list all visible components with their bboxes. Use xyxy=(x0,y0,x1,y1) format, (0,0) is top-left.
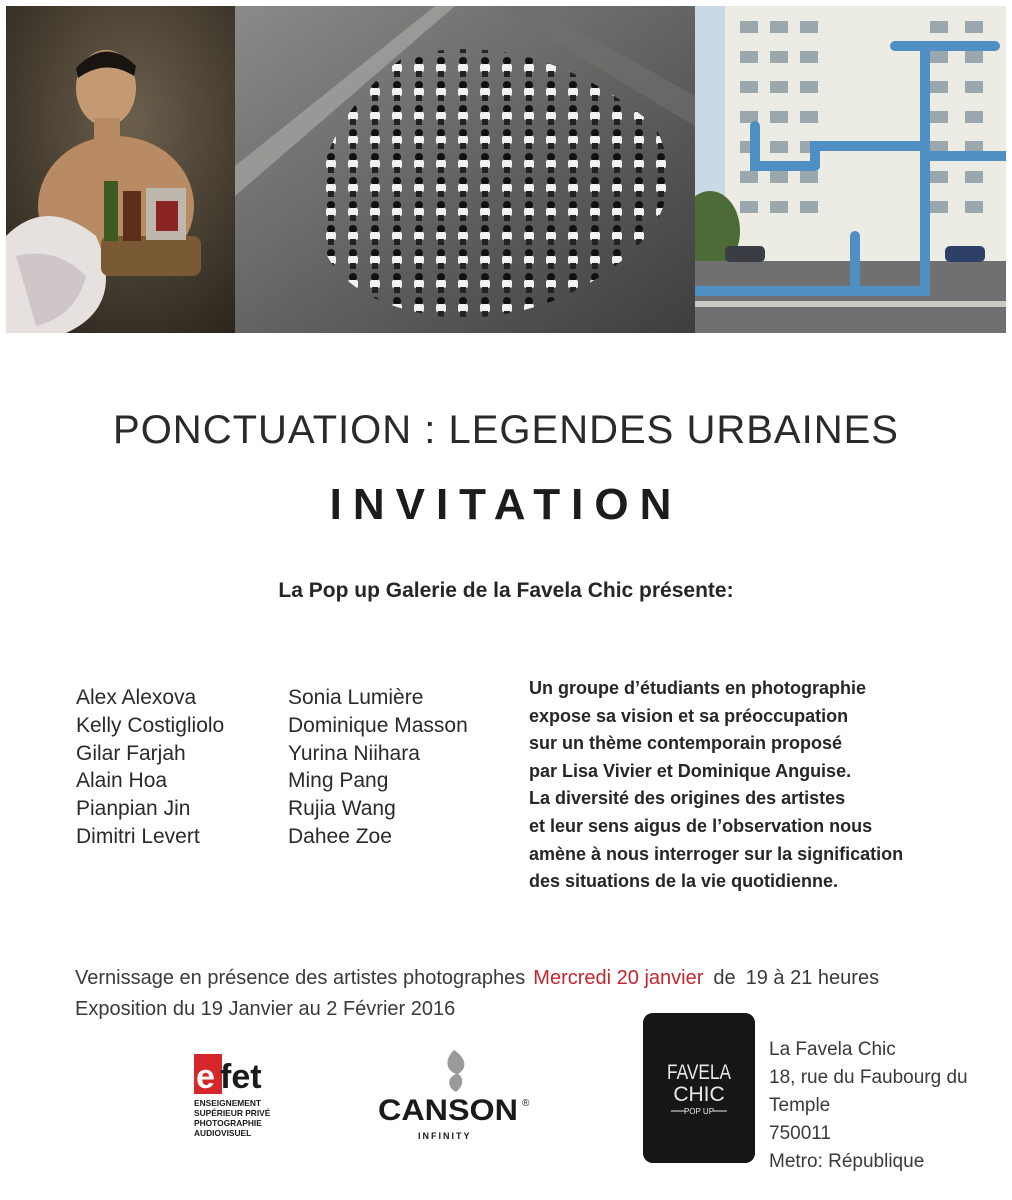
favela-line2: CHIC xyxy=(673,1083,725,1106)
favela-line1: FAVELA xyxy=(667,1061,731,1084)
vernissage-date: Mercredi 20 janvier xyxy=(533,967,704,989)
description-line: amène à nous interroger sur la signification xyxy=(529,843,904,864)
vernissage-prefix: Vernissage en présence des artistes photographes xyxy=(75,967,526,989)
building-photo xyxy=(695,6,1006,333)
description-line: des situations de la vie quotidienne. xyxy=(529,871,839,892)
canson-flame-icon xyxy=(447,1050,464,1092)
artist-name: Dominique Masson xyxy=(288,713,468,737)
description-line: Un groupe d’étudiants en photographie xyxy=(529,678,866,698)
vernissage-line xyxy=(75,967,879,990)
venue-address xyxy=(769,1036,1012,1176)
efet-wordmark-rest: fet xyxy=(220,1058,262,1096)
vernissage-connector: de xyxy=(713,967,736,989)
artist-list-right xyxy=(288,684,468,851)
artist-name: Alain Hoa xyxy=(76,769,168,793)
efet-line: AUDIOVISUEL xyxy=(194,1128,252,1138)
description-text xyxy=(529,675,903,896)
portrait-photo xyxy=(6,6,235,333)
description-line: et leur sens aigus de l’observation nous xyxy=(529,815,873,836)
canson-wordmark: CANSON xyxy=(378,1094,518,1127)
address-line: Metro: République xyxy=(769,1151,925,1172)
description-line: sur un thème contemporain proposé xyxy=(529,733,843,754)
vernissage-hours: 19 à 21 heures xyxy=(745,967,880,989)
artist-name: Alex Alexova xyxy=(76,686,197,709)
efet-line: SUPÉRIEUR PRIVÉ xyxy=(194,1108,271,1118)
address-line: 750011 xyxy=(769,1123,831,1144)
presenter-line: La Pop up Galerie de la Favela Chic présente: xyxy=(278,579,734,602)
invitation-heading: INVITATION xyxy=(329,480,683,529)
artist-name: Ming Pang xyxy=(288,769,389,793)
exhibition-title: PONCTUATION : LEGENDES URBAINES xyxy=(113,408,899,452)
canson-logo xyxy=(376,1048,534,1144)
efet-line: ENSEIGNEMENT xyxy=(194,1098,262,1108)
artist-list-left xyxy=(76,684,224,851)
address-line: La Favela Chic xyxy=(769,1039,896,1060)
artist-name: Yurina Niihara xyxy=(288,741,420,765)
address-line: 18, rue du Faubourg du Temple xyxy=(769,1067,968,1116)
artist-name: Rujia Wang xyxy=(288,797,396,821)
exposition-dates: Exposition du 19 Janvier au 2 Février 2016 xyxy=(75,998,456,1020)
artist-name: Gilar Farjah xyxy=(76,741,186,765)
description-line: La diversité des origines des artistes xyxy=(529,788,846,809)
efet-logo xyxy=(190,1054,282,1144)
crowd-photo xyxy=(235,6,695,333)
favela-chic-logo xyxy=(643,1013,755,1163)
artist-name: Dahee Zoe xyxy=(288,824,392,848)
description-line: par Lisa Vivier et Dominique Anguise. xyxy=(529,760,852,781)
artist-name: Sonia Lumière xyxy=(288,686,424,709)
artist-name: Dimitri Levert xyxy=(76,824,200,848)
description-line: expose sa vision et sa préoccupation xyxy=(529,705,849,726)
efet-line: PHOTOGRAPHIE xyxy=(194,1118,262,1128)
canson-sub: INFINITY xyxy=(418,1131,472,1141)
efet-wordmark-e: e xyxy=(196,1058,215,1096)
canson-registered: ® xyxy=(522,1098,530,1109)
favela-line3: POP UP xyxy=(683,1107,715,1116)
artist-name: Pianpian Jin xyxy=(76,797,191,821)
artist-name: Kelly Costigliolo xyxy=(76,713,225,737)
